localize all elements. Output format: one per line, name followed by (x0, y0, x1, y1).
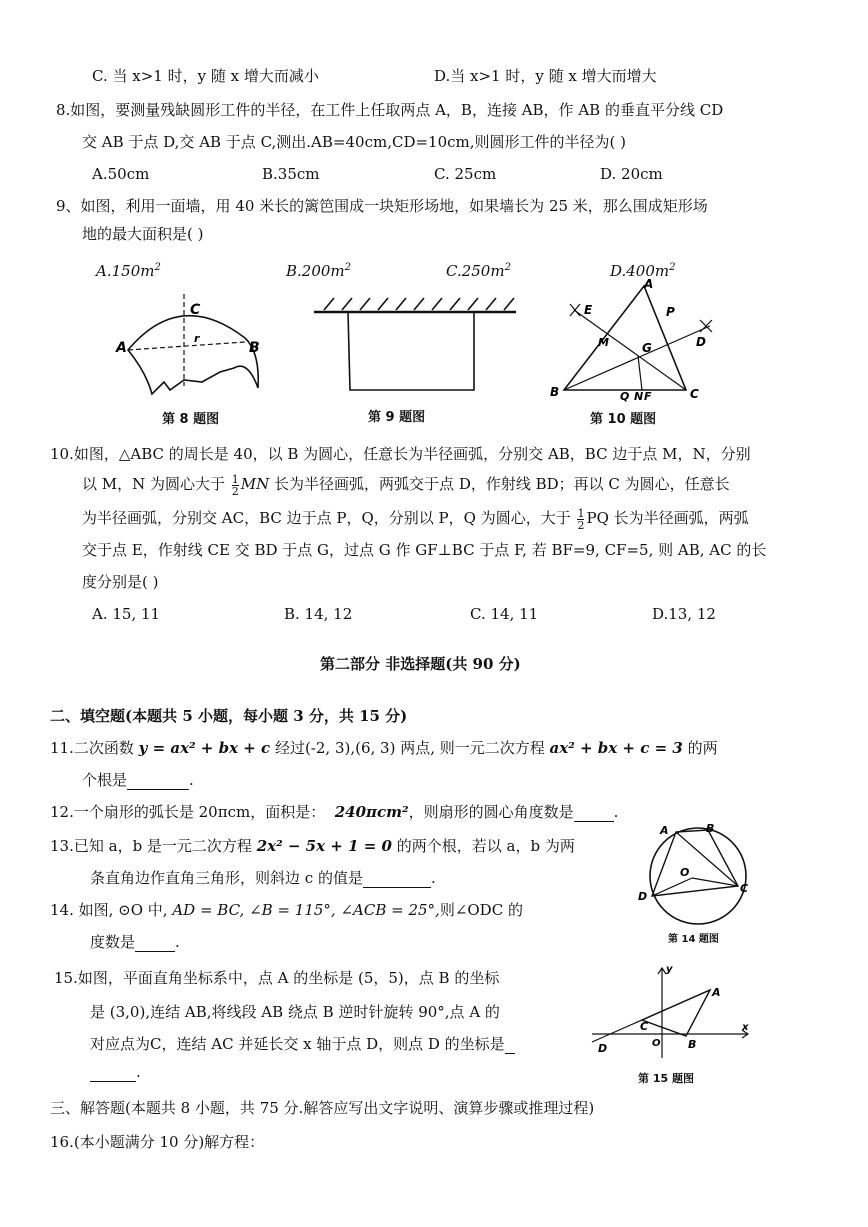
q10-line4: 交于点 E，作射线 CE 交 BD 于点 G，过点 G 作 GF⊥BC 于点 F, 若 BF=9, CF=5, 则 AB, AC 的长 (82, 541, 767, 559)
q15-line3: 对应点为C，连结 AC 并延长交 x 轴于点 D，则点 D 的坐标是 (90, 1034, 515, 1054)
fig8-label-c: C (190, 302, 201, 318)
q7-option-d: D.当 x>1 时，y 随 x 增大而增大 (434, 67, 657, 85)
figure-15-caption: 第 15 题图 (638, 1072, 694, 1085)
q8-stem-line1: 8.如图，要测量残缺圆形工件的半径，在工件上任取两点 A，B，连接 AB，作 AB 的垂直平分线 CD (56, 101, 724, 119)
q9-stem-line2: 地的最大面积是( ) (82, 225, 204, 243)
q14-line2: 度数是 . (90, 933, 180, 951)
figure-10-caption: 第 10 题图 (590, 412, 657, 427)
fig10-label-b: B (550, 385, 560, 399)
q13-line1: 13.已知 a，b 是一元二次方程 2x² − 5x + 1 = 0 的两个根，若以 a，b 为两 (50, 837, 575, 855)
q9-option-a: $A.150m^2$ (96, 262, 161, 280)
q10-option-d: D.13, 12 (652, 605, 716, 623)
figure-9 (310, 294, 520, 398)
figure-14-caption: 第 14 题图 (668, 934, 719, 945)
fig10-label-g: G (642, 341, 652, 355)
fig15-label-y: y (666, 964, 673, 975)
figure-9-caption: 第 9 题图 (368, 410, 426, 425)
section2-heading: 二、填空题(本题共 5 小题，每小题 3 分，共 15 分) (50, 707, 408, 725)
fig15-label-x: x (742, 1022, 749, 1033)
figure-15 (588, 962, 760, 1060)
fig15-label-d: D (598, 1042, 608, 1055)
q10-option-c: C. 14, 11 (470, 605, 539, 623)
q8-option-b: B.35cm (262, 165, 320, 183)
fig14-label-o: O (680, 866, 690, 879)
q13-line2: 条直角边作直角三角形，则斜边 c 的值是 . (90, 869, 436, 887)
fig10-label-q: Q (620, 390, 630, 402)
q15-answer-blank[interactable] (505, 1037, 515, 1054)
q11-answer-blank[interactable] (127, 773, 189, 790)
q15-answer-blank-cont[interactable] (90, 1065, 136, 1082)
q9-stem-line1: 9、如图，利用一面墙，用 40 米长的篱笆围成一块矩形场地，如果墙长为 25 米，那么围成矩形场 (56, 197, 708, 215)
q8-stem-line2: 交 AB 于点 D,交 AB 于点 C,测出.AB=40cm,CD=10cm,则圆形工件的半径为( ) (82, 133, 626, 151)
q15-line2: 是 (3,0),连结 AB,将线段 AB 绕点 B 逆时针旋转 90°,点 A 的 (90, 1003, 500, 1021)
fig10-label-p: P (666, 305, 675, 319)
fig10-label-n: N (634, 390, 644, 402)
fig10-label-e: E (584, 303, 593, 317)
q10-line5: 度分别是( ) (82, 573, 159, 591)
fig10-label-a: A (644, 277, 654, 291)
fig14-label-b: B (706, 822, 715, 835)
q15-line1: 15.如图，平面直角坐标系中，点 A 的坐标是 (5，5)，点 B 的坐标 (54, 969, 500, 987)
fig10-label-d: D (696, 335, 706, 349)
fig14-label-d: D (638, 890, 648, 903)
fig10-label-c: C (690, 387, 699, 401)
q8-option-c: C. 25cm (434, 165, 497, 183)
q10-option-b: B. 14, 12 (284, 605, 353, 623)
q11-line1: 11.二次函数 y = ax² + bx + c 经过(-2, 3),(6, 3) 两点, 则一元二次方程 ax² + bx + c = 3 的两 (50, 739, 718, 757)
q10-line3: 为半径画弧，分别交 AC，BC 边于点 P，Q，分别以 P，Q 为圆心，大于 $\frac{1}{2}$ PQ 长为半径画弧，两弧 (82, 506, 749, 532)
fig14-label-c: C (740, 882, 749, 895)
fig15-label-b: B (688, 1038, 697, 1051)
q9-option-c: $C.250m^2$ (446, 262, 511, 280)
figure-8-caption: 第 8 题图 (162, 412, 220, 427)
q7-option-c: C. 当 x>1 时，y 随 x 增大而减小 (92, 67, 319, 85)
q14-answer-blank[interactable] (135, 935, 175, 952)
fig8-label-r: r (194, 332, 200, 345)
q8-option-a: A.50cm (92, 165, 150, 183)
q15-line4: . (90, 1062, 141, 1082)
q10-line2: 以 M，N 为圆心大于 $\frac{1}{2}$ MN 长为半径画弧，两弧交于点 D，作射线 BD；再以 C 为圆心，任意长 (82, 472, 730, 498)
section3-heading: 三、解答题(本题共 8 小题，共 75 分.解答应写出文字说明、演算步骤或推理过程) (50, 1099, 595, 1117)
q16-line: 16.(本小题满分 10 分)解方程： (50, 1133, 265, 1151)
q14-line1: 14. 如图, ⊙O 中, AD = BC, ∠B = 115°, ∠ACB = 25°,则∠ODC 的 (50, 901, 523, 919)
q8-option-d: D. 20cm (600, 165, 663, 183)
q10-line1: 10.如图，△ABC 的周长是 40，以 B 为圆心，任意长为半径画弧，分别交 AB，BC 边于点 M，N，分别 (50, 445, 751, 463)
part2-heading: 第二部分 非选择题(共 90 分) (320, 655, 521, 673)
q9-option-b: $B.200m^2$ (286, 262, 352, 280)
fig15-label-a: A (712, 986, 721, 999)
q9-option-d: $D.400m^2$ (610, 262, 676, 280)
q13-answer-blank[interactable] (363, 871, 431, 888)
fig8-label-a: A (116, 340, 127, 356)
fig8-label-b: B (249, 340, 260, 356)
figure-10 (540, 276, 720, 402)
fig15-label-o: O (652, 1038, 661, 1049)
figure-14 (634, 822, 756, 928)
q12-line: 12.一个扇形的弧长是 20πcm，面积是： 240πcm²，则扇形的圆心角度数是 . (50, 803, 619, 821)
fig15-label-c: C (640, 1020, 649, 1033)
fig10-label-f: F (644, 390, 652, 402)
q11-line2: 个根是 . (82, 771, 194, 789)
q10-option-a: A. 15, 11 (92, 605, 161, 623)
fig10-label-m: M (598, 336, 609, 349)
figure-8 (110, 290, 280, 402)
fig14-label-a: A (660, 824, 669, 837)
q12-answer-blank[interactable] (574, 805, 614, 822)
